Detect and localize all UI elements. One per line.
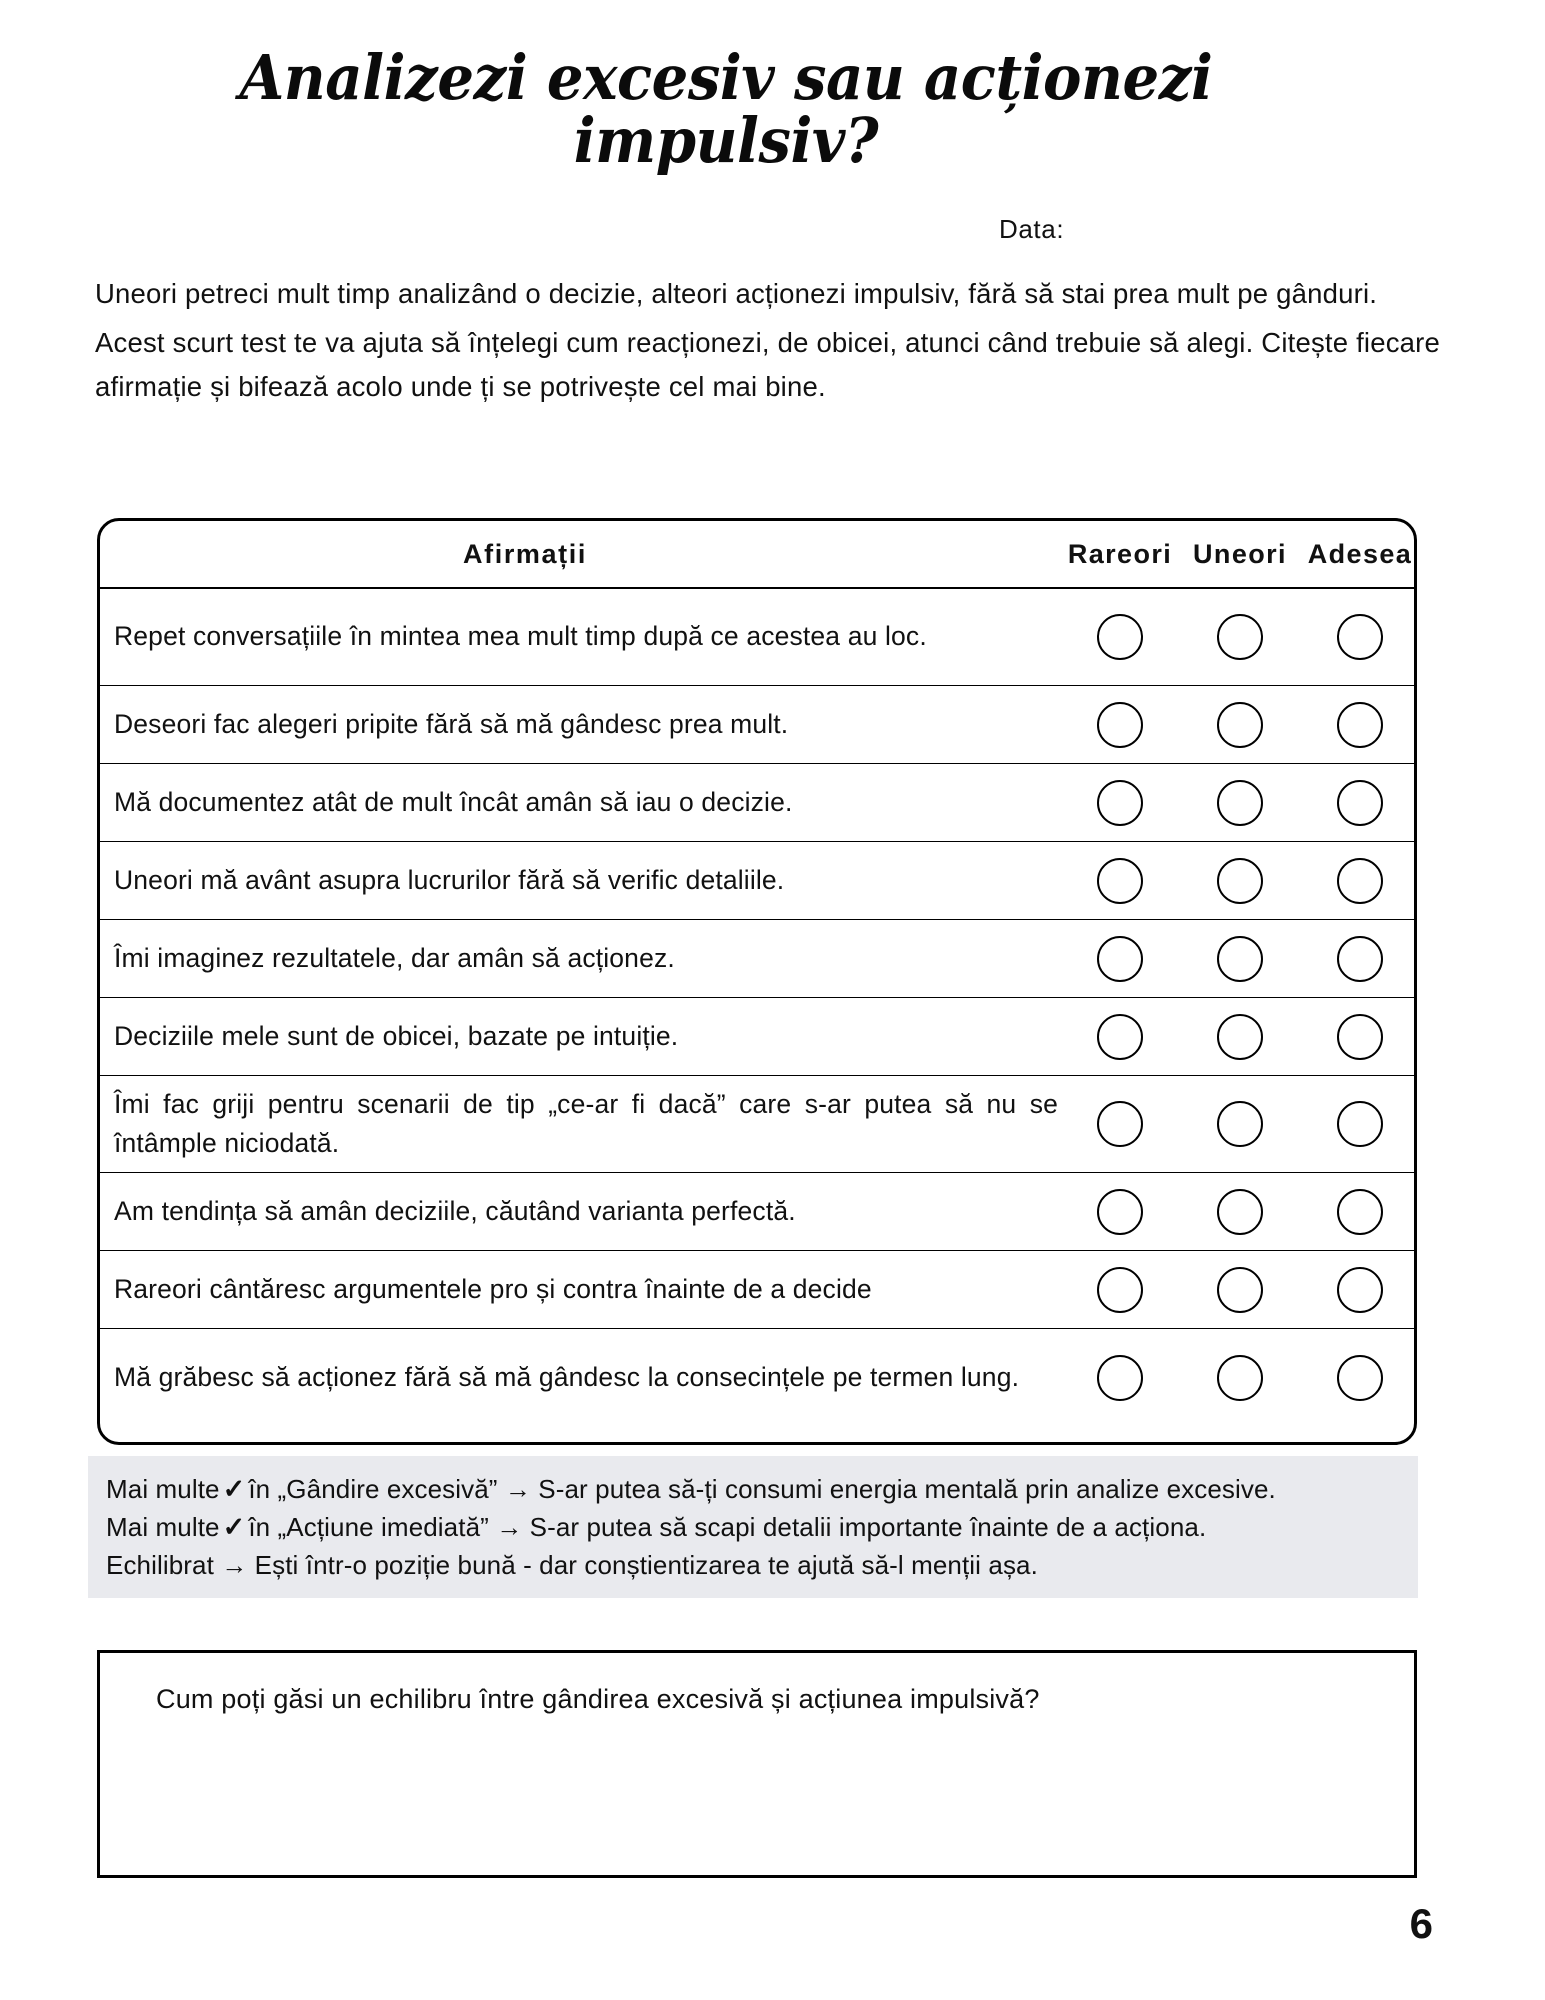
- radio-bubble-adesea[interactable]: [1337, 1355, 1383, 1401]
- radio-bubble-rareori[interactable]: [1097, 858, 1143, 904]
- option-cell-adesea[interactable]: [1300, 1189, 1417, 1235]
- option-cell-adesea[interactable]: [1300, 702, 1417, 748]
- option-cell-adesea[interactable]: [1300, 780, 1417, 826]
- radio-bubble-rareori[interactable]: [1097, 702, 1143, 748]
- questionnaire-table: [97, 518, 1417, 1445]
- radio-bubble-rareori[interactable]: [1097, 614, 1143, 660]
- date-label: Data:: [999, 214, 1065, 244]
- radio-bubble-uneori[interactable]: [1217, 1267, 1263, 1313]
- statement-text: Am tendința să amân deciziile, căutând varianta perfectă.: [114, 1195, 796, 1226]
- radio-bubble-uneori[interactable]: [1217, 1014, 1263, 1060]
- option-cell-rareori[interactable]: [1060, 780, 1180, 826]
- intro-paragraph-1: Uneori petreci mult timp analizând o decizie, alteori acționezi impulsiv, fără să stai prea mult pe gânduri.: [95, 278, 1378, 309]
- statement-text: Deseori fac alegeri pripite fără să mă gândesc prea mult.: [114, 708, 789, 739]
- reflection-box[interactable]: [97, 1650, 1417, 1878]
- statement-text: Îmi imaginez rezultatele, dar amân să acționez.: [114, 942, 675, 973]
- table-row: [100, 998, 1414, 1076]
- intro-paragraph-2: Acest scurt test te va ajuta să înțelegi cum reacționezi, de obicei, atunci când trebuie să alegi. Citește fiecare afirmație și bifează acolo unde ți se potrivește cel mai bine.: [95, 326, 1441, 403]
- option-cell-uneori[interactable]: [1180, 614, 1300, 660]
- header-uneori: Uneori: [1193, 538, 1287, 569]
- statement-text: Repet conversațiile în mintea mea mult timp după ce acestea au loc.: [114, 621, 927, 652]
- statement-text: Uneori mă avânt asupra lucrurilor fără să verific detaliile.: [114, 864, 785, 895]
- option-cell-rareori[interactable]: [1060, 858, 1180, 904]
- table-row: [100, 1076, 1414, 1173]
- table-header-row: [100, 521, 1414, 589]
- radio-bubble-adesea[interactable]: [1337, 702, 1383, 748]
- option-cell-rareori[interactable]: [1060, 1101, 1180, 1147]
- radio-bubble-uneori[interactable]: [1217, 780, 1263, 826]
- option-cell-rareori[interactable]: [1060, 1014, 1180, 1060]
- option-cell-uneori[interactable]: [1180, 936, 1300, 982]
- legend-line-2: [106, 1508, 1402, 1546]
- radio-bubble-adesea[interactable]: [1337, 1267, 1383, 1313]
- radio-bubble-adesea[interactable]: [1337, 858, 1383, 904]
- page-number: 6: [1409, 1900, 1433, 1947]
- radio-bubble-uneori[interactable]: [1217, 1355, 1263, 1401]
- option-cell-adesea[interactable]: [1300, 1014, 1417, 1060]
- table-row: [100, 589, 1414, 686]
- statement-text: Mă documentez atât de mult încât amân să iau o decizie.: [114, 786, 793, 817]
- header-statements: Afirmații: [463, 538, 587, 569]
- radio-bubble-uneori[interactable]: [1217, 1101, 1263, 1147]
- radio-bubble-adesea[interactable]: [1337, 780, 1383, 826]
- intro-text: [95, 272, 1443, 414]
- page-title-line2: impulsiv?: [573, 104, 879, 178]
- statement-text: Rareori cântăresc argumentele pro și contra înainte de a decide: [114, 1273, 872, 1304]
- check-icon: ✓: [222, 1474, 246, 1504]
- statement-text: Îmi fac griji pentru scenarii de tip „ce-ar fi dacă” care s-ar putea să nu se întâmple niciodată.: [114, 1088, 1058, 1158]
- option-cell-adesea[interactable]: [1300, 614, 1417, 660]
- radio-bubble-rareori[interactable]: [1097, 936, 1143, 982]
- radio-bubble-rareori[interactable]: [1097, 1355, 1143, 1401]
- radio-bubble-rareori[interactable]: [1097, 780, 1143, 826]
- table-row: [100, 686, 1414, 764]
- radio-bubble-adesea[interactable]: [1337, 936, 1383, 982]
- option-cell-uneori[interactable]: [1180, 1355, 1300, 1401]
- table-row: [100, 920, 1414, 998]
- option-cell-uneori[interactable]: [1180, 1267, 1300, 1313]
- radio-bubble-adesea[interactable]: [1337, 1189, 1383, 1235]
- option-cell-rareori[interactable]: [1060, 702, 1180, 748]
- option-cell-rareori[interactable]: [1060, 1189, 1180, 1235]
- statement-text: Mă grăbesc să acționez fără să mă gândesc la consecințele pe termen lung.: [114, 1361, 1020, 1392]
- header-rareori: Rareori: [1067, 538, 1173, 569]
- legend-line-1: [106, 1470, 1402, 1508]
- check-icon: ✓: [222, 1512, 246, 1543]
- table-row: [100, 1251, 1414, 1329]
- reflection-question: Cum poți găsi un echilibru între gândirea excesivă și acțiunea impulsivă?: [156, 1684, 1040, 1714]
- radio-bubble-uneori[interactable]: [1217, 1189, 1263, 1235]
- option-cell-adesea[interactable]: [1300, 1101, 1417, 1147]
- radio-bubble-rareori[interactable]: [1097, 1189, 1143, 1235]
- table-row: [100, 842, 1414, 920]
- page-title: [96, 41, 1356, 178]
- header-adesea: Adesea: [1307, 538, 1413, 569]
- option-cell-rareori[interactable]: [1060, 1267, 1180, 1313]
- statement-text: Deciziile mele sunt de obicei, bazate pe intuiție.: [114, 1020, 679, 1051]
- legend-line2-before: Mai multe: [106, 1512, 220, 1543]
- table-body: [100, 589, 1414, 1426]
- table-row: [100, 1173, 1414, 1251]
- radio-bubble-uneori[interactable]: [1217, 936, 1263, 982]
- radio-bubble-rareori[interactable]: [1097, 1014, 1143, 1060]
- legend-line-3: Echilibrat → Ești într-o poziție bună - dar conștientizarea te ajută să-l menții așa.: [106, 1549, 1038, 1580]
- option-cell-rareori[interactable]: [1060, 614, 1180, 660]
- legend-line1-before: Mai multe: [106, 1474, 220, 1504]
- scoring-legend: [88, 1456, 1418, 1598]
- option-cell-uneori[interactable]: [1180, 702, 1300, 748]
- option-cell-rareori[interactable]: [1060, 936, 1180, 982]
- radio-bubble-adesea[interactable]: [1337, 1014, 1383, 1060]
- option-cell-adesea[interactable]: [1300, 1355, 1417, 1401]
- option-cell-uneori[interactable]: [1180, 858, 1300, 904]
- radio-bubble-rareori[interactable]: [1097, 1267, 1143, 1313]
- option-cell-rareori[interactable]: [1060, 1355, 1180, 1401]
- option-cell-uneori[interactable]: [1180, 1101, 1300, 1147]
- option-cell-uneori[interactable]: [1180, 780, 1300, 826]
- legend-line2-after: în „Acțiune imediată” → S-ar putea să scapi detalii importante înainte de a acționa.: [248, 1512, 1207, 1543]
- table-row: [100, 1329, 1414, 1426]
- option-cell-adesea[interactable]: [1300, 858, 1417, 904]
- radio-bubble-uneori[interactable]: [1217, 858, 1263, 904]
- option-cell-adesea[interactable]: [1300, 936, 1417, 982]
- legend-line1-after: în „Gândire excesivă” → S-ar putea să-ți consumi energia mentală prin analize excesive.: [248, 1474, 1276, 1504]
- option-cell-adesea[interactable]: [1300, 1267, 1417, 1313]
- radio-bubble-rareori[interactable]: [1097, 1101, 1143, 1147]
- table-row: [100, 764, 1414, 842]
- radio-bubble-uneori[interactable]: [1217, 614, 1263, 660]
- radio-bubble-uneori[interactable]: [1217, 702, 1263, 748]
- radio-bubble-adesea[interactable]: [1337, 614, 1383, 660]
- page-title-line1: Analizezi excesiv sau acționezi: [239, 41, 1213, 114]
- option-cell-uneori[interactable]: [1180, 1189, 1300, 1235]
- option-cell-uneori[interactable]: [1180, 1014, 1300, 1060]
- radio-bubble-adesea[interactable]: [1337, 1101, 1383, 1147]
